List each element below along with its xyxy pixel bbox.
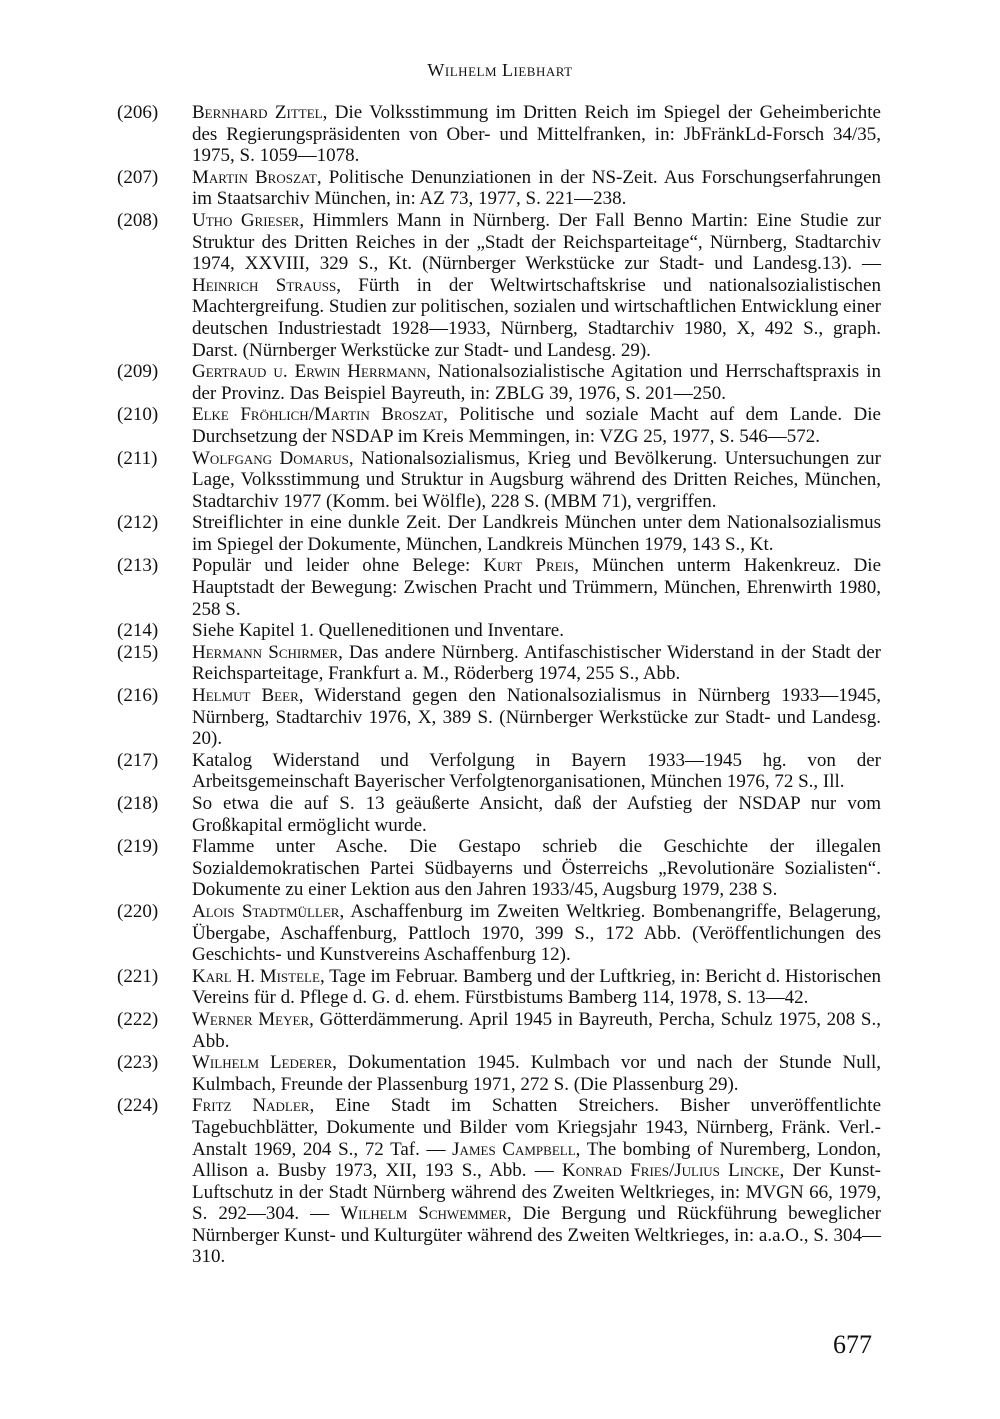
author-name: Helmut Beer	[192, 685, 299, 707]
author-name: Martin Broszat	[192, 166, 317, 188]
footnote-number: (223)	[117, 1052, 159, 1074]
footnote-item	[117, 793, 881, 836]
citation-text: , Tage im Februar. Bamberg und der Luftkrieg, in: Bericht d. Historischen Vereins für d. Pflege d. G. d. ehem. Fürstbistums Bamberg 114, 1978, S. 13—42.	[192, 965, 881, 1009]
footnote-text	[192, 750, 881, 793]
footnote-text	[192, 1009, 881, 1052]
citation-text: , Politische Denunziationen in der NS-Zeit. Aus Forschungserfahrungen im Staatsarchiv München, in: AZ 73, 1977, S. 221—238.	[192, 166, 882, 210]
citation-text: , Das andere Nürnberg. Antifaschistischer Widerstand in der Stadt der Reichsparteitage, Frankfurt a. M., Röderberg 1974, 255 S., Abb.	[192, 641, 881, 685]
author-name: Hermann Schirmer	[192, 641, 339, 663]
author-name: Utho Grieser	[192, 209, 300, 231]
author-name: Kurt Preis	[483, 555, 575, 577]
footnote-number: (209)	[117, 361, 159, 383]
citation-text: So etwa die auf S. 13 geäußerte Ansicht, daß der Aufstieg der NSDAP nur vom Großkapital ermöglicht wurde.	[192, 793, 881, 836]
footnote-item	[117, 361, 881, 404]
footnote-number: (217)	[117, 749, 159, 771]
footnote-text	[192, 966, 881, 1009]
footnote-number: (211)	[117, 447, 158, 469]
footnote-text	[192, 1052, 881, 1095]
footnote-text	[192, 685, 881, 749]
citation-text: , Eine Stadt im Schatten Streichers. Bisher unveröffentlichte Tagebuchblätter, Dokumente und Bilder vom Kriegsjahr 1943, Nürnberg, Fränk. Verl.-Anstalt 1969, 204 S., 72 Taf. —	[192, 1095, 882, 1160]
footnote-number: (207)	[117, 166, 159, 188]
citation-text: , München unterm Hakenkreuz. Die Hauptstadt der Bewegung: Zwischen Pracht und Trümmern, München, Ehrenwirth 1980, 258 S.	[192, 555, 882, 620]
footnote-text	[192, 448, 881, 512]
footnote-item	[117, 512, 881, 555]
citation-text: Streiflichter in eine dunkle Zeit. Der Landkreis München unter dem Nationalsozialismus im Spiegel der Dokumente, München, Landkreis München 1979, 143 S., Kt.	[192, 512, 881, 555]
author-name: Karl H. Mistele	[192, 965, 320, 987]
citation-text: Siehe Kapitel 1. Quelleneditionen und Inventare.	[192, 620, 564, 642]
footnote-number: (210)	[117, 404, 159, 426]
footnote-item	[117, 167, 881, 210]
footnote-number: (208)	[117, 209, 159, 231]
footnote-text	[192, 836, 881, 900]
footnote-number: (220)	[117, 900, 159, 922]
footnote-text	[192, 555, 881, 619]
citation-text: , Götterdämmerung. April 1945 in Bayreuth, Percha, Schulz 1975, 208 S., Abb.	[192, 1008, 881, 1052]
citation-text: Populär und leider ohne Belege:	[192, 555, 484, 577]
citation-text: , Politische und soziale Macht auf dem Lande. Die Durchsetzung der NSDAP im Kreis Memmingen, in: VZG 25, 1977, S. 546—572.	[192, 404, 881, 447]
footnote-number: (218)	[117, 793, 159, 814]
footnote-text	[192, 167, 881, 210]
author-name: Fritz Nadler	[192, 1095, 310, 1117]
citation-text: , Die Bergung und Rückführung beweglicher Nürnberger Kunst- und Kulturgüter während des Zweiten Weltkrieges, in: a.a.O., S. 304—310.	[192, 1203, 881, 1268]
footnote-number: (214)	[117, 620, 159, 642]
footnote-item	[117, 1095, 881, 1268]
footnote-text	[192, 620, 564, 641]
footnote-number: (206)	[117, 102, 159, 123]
footnote-text	[192, 901, 881, 965]
citation-text: , Aschaffenburg im Zweiten Weltkrieg. Bombenangriffe, Belagerung, Übergabe, Aschaffenburg, Pattloch 1970, 399 S., 172 Abb. (Veröffentlichungen des Geschichts- und Kunstvereins Aschaffenburg 12).	[192, 900, 881, 966]
citation-text: , Himmlers Mann in Nürnberg. Der Fall Benno Martin: Eine Studie zur Struktur des Dritten Reiches in der „Stadt der Reichsparteitage“, Nürnberg, Stadtarchiv 1974, XXVIII, 329 S., Kt. (Nürnberger Werkstücke zur Stadt- und Landesg.13). —	[192, 209, 881, 275]
footnote-text	[192, 361, 881, 404]
footnote-item	[117, 555, 881, 620]
footnote-text	[192, 642, 881, 685]
citation-text: Flamme unter Asche. Die Gestapo schrieb die Geschichte der illegalen Sozialdemokratischen Partei Südbayerns und Österreichs „Revolutionäre Sozialisten“. Dokumente zu einer Lektion aus den Jahren 1933/45, Augsburg 1979, 238 S.	[192, 836, 881, 901]
footnote-item	[117, 620, 881, 642]
page-number: 677	[833, 1330, 872, 1359]
author-name: James Campbell	[452, 1138, 576, 1160]
citation-text: , Fürth in der Weltwirtschaftskrise und nationalsozialistischen Machtergreifung. Studien zur politischen, sozialen und wirtschaftlichen Entwicklung einer deutschen Industriestadt 1928—1933, Nürnberg, Stadtarchiv 1980, X, 492 S., graph. Darst. (Nürnberger Werkstücke zur Stadt- und Landesg. 29).	[192, 274, 881, 361]
footnote-list	[117, 102, 881, 1268]
citation-text: , Die Volksstimmung im Dritten Reich im Spiegel der Geheimberichte des Regierungspräsidenten von Ober- und Mittelfranken, in: JbFränkLd-Forsch 34/35, 1975, S. 1059—1078.	[192, 102, 881, 167]
footnote-text	[192, 1095, 881, 1267]
footnote-item	[117, 210, 881, 361]
footnote-item	[117, 642, 881, 685]
author-name: Elke Fröhlich/Martin Broszat	[192, 404, 444, 426]
citation-text: , Dokumentation 1945. Kulmbach vor und nach der Stunde Null, Kulmbach, Freunde der Plassenburg 1971, 272 S. (Die Plassenburg 29).	[192, 1052, 881, 1095]
footnote-text	[192, 793, 881, 836]
footnote-item	[117, 1009, 881, 1052]
author-name: Wolfgang Domarus	[192, 447, 349, 469]
footnote-number: (219)	[117, 836, 159, 858]
author-name: Werner Meyer	[192, 1008, 310, 1030]
author-name: Wilhelm Lederer	[192, 1052, 333, 1074]
footnote-text	[192, 404, 881, 447]
footnote-item	[117, 448, 881, 513]
footnote-number: (212)	[117, 512, 159, 534]
footnote-number: (213)	[117, 555, 159, 577]
author-name: Bernhard Zittel	[192, 102, 323, 123]
footnote-number: (216)	[117, 685, 159, 707]
footnote-text	[192, 102, 881, 166]
citation-text: Katalog Widerstand und Verfolgung in Bayern 1933—1945 hg. von der Arbeitsgemeinschaft Bayerischer Verfolgtenorganisationen, München 1976, 72 S., Ill.	[192, 749, 881, 793]
footnote-text	[192, 512, 881, 555]
footnote-item	[117, 750, 881, 793]
footnote-number: (215)	[117, 641, 159, 663]
author-name: Wilhelm Schwemmer	[340, 1203, 507, 1225]
footnote-item	[117, 685, 881, 750]
footnote-number: (222)	[117, 1008, 159, 1030]
footnote-item	[117, 836, 881, 901]
footnote-number: (224)	[117, 1095, 159, 1117]
footnote-number: (221)	[117, 965, 159, 987]
author-name: Konrad Fries/Julius Lincke	[562, 1160, 780, 1182]
footnote-item	[117, 966, 881, 1009]
citation-text: , Der Kunst-Luftschutz in der Stadt Nürnberg während des Zweiten Weltkrieges, in: MVGN 66, 1979, S. 292—304. —	[192, 1160, 881, 1225]
author-name: Gertraud u. Erwin Herrmann	[192, 361, 427, 383]
footnote-item	[117, 404, 881, 447]
footnote-text	[192, 210, 881, 361]
footnote-item	[117, 1052, 881, 1095]
author-name: Alois Stadtmüller	[192, 900, 340, 922]
running-header: Wilhelm Liebhart	[427, 60, 573, 80]
footnote-item	[117, 102, 881, 167]
citation-text: , The bombing of Nuremberg, London, Allison a. Busby 1973, XII, 193 S., Abb. —	[192, 1138, 881, 1182]
citation-text: , Nationalsozialismus, Krieg und Bevölkerung. Untersuchungen zur Lage, Volksstimmung und Struktur in Augsburg während des Dritten Reiches, München, Stadtarchiv 1977 (Komm. bei Wölfle), 228 S. (MBM 71), vergriffen.	[192, 447, 881, 512]
citation-text: , Widerstand gegen den Nationalsozialismus in Nürnberg 1933—1945, Nürnberg, Stadtarchiv 1976, X, 389 S. (Nürnberger Werkstücke zur Stadt- und Landesg. 20).	[192, 685, 882, 750]
citation-text: , Nationalsozialistische Agitation und Herrschaftspraxis in der Provinz. Das Beispiel Bayreuth, in: ZBLG 39, 1976, S. 201—250.	[192, 361, 881, 404]
footnote-item	[117, 901, 881, 966]
author-name: Heinrich Strauss	[192, 274, 337, 296]
